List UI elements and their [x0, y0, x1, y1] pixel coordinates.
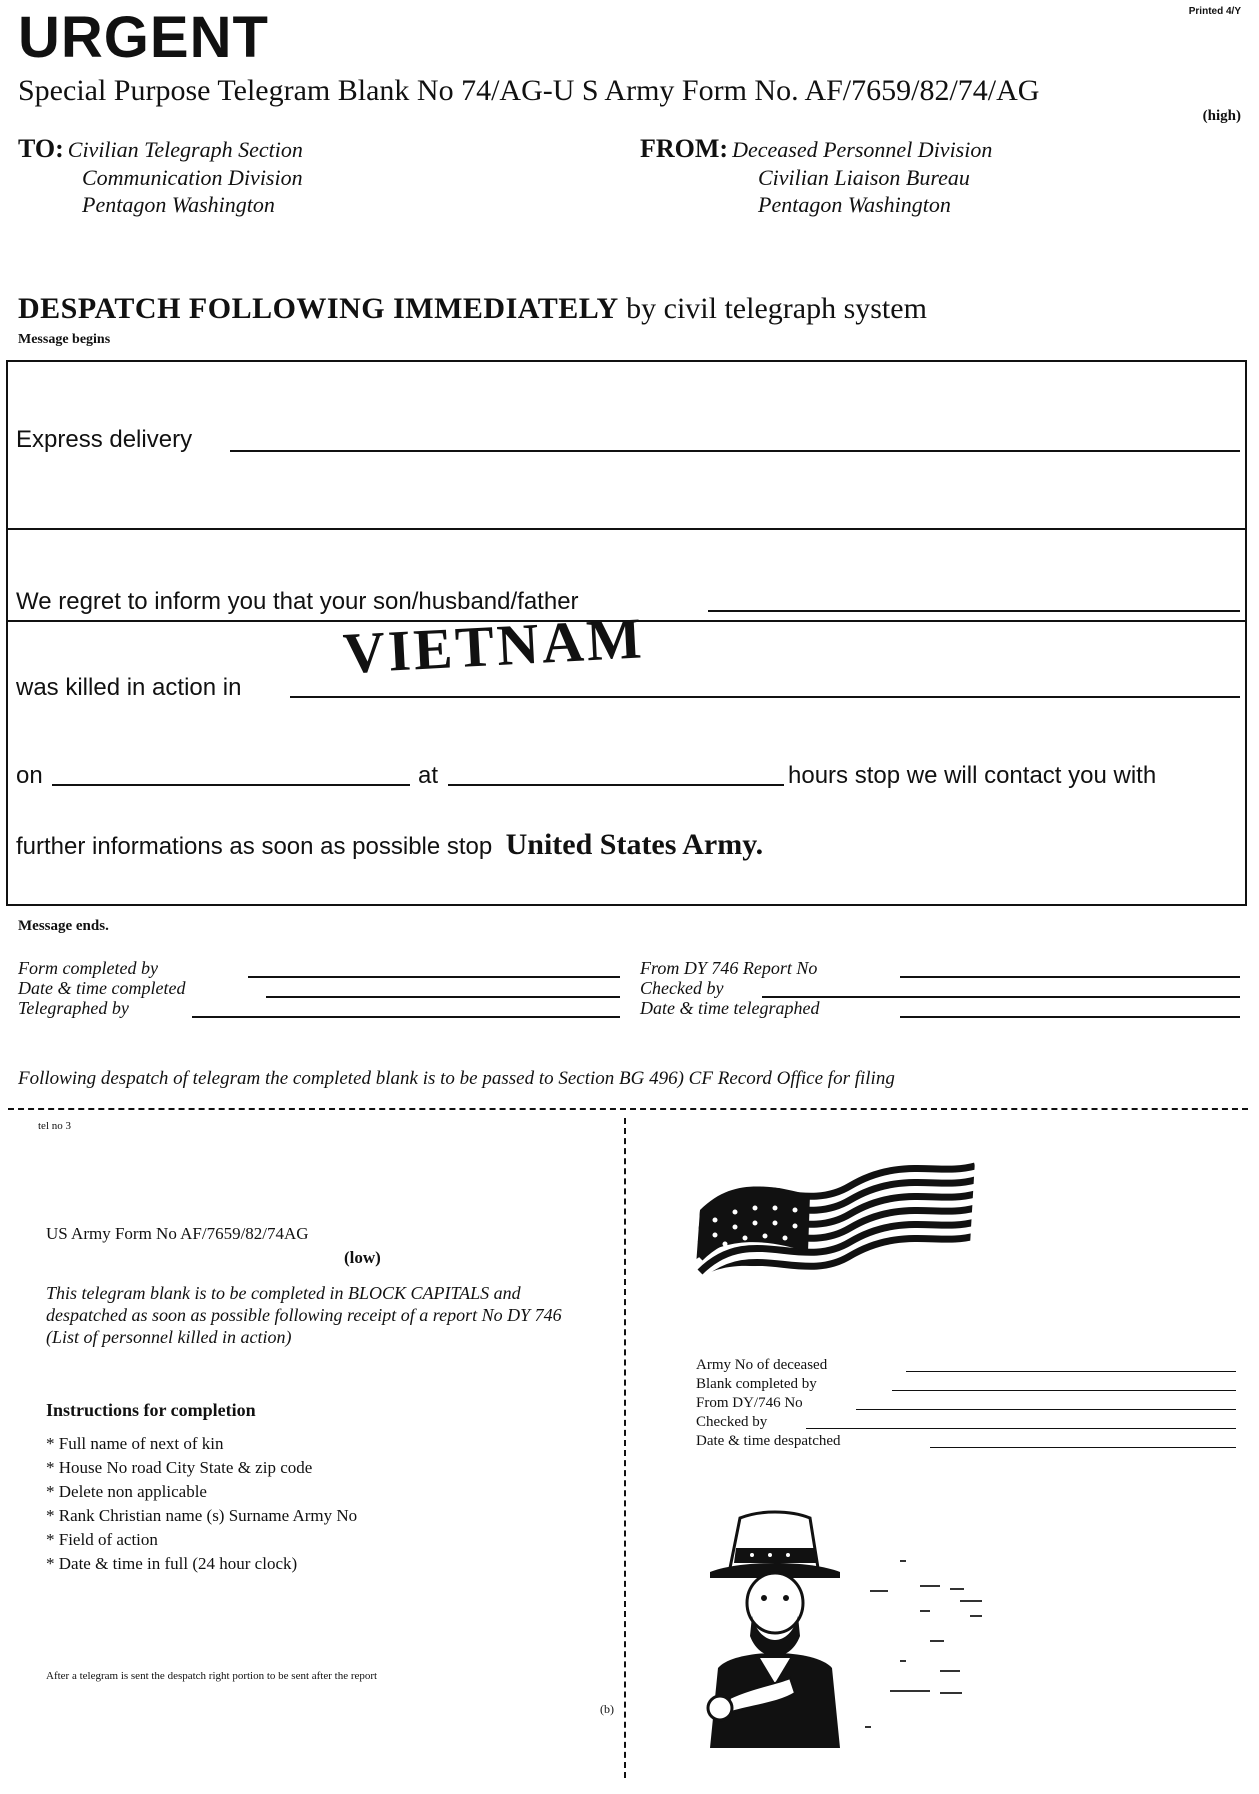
- telegraphed-by-label: Telegraphed by: [18, 998, 129, 1018]
- from-label: FROM:: [640, 134, 729, 163]
- at-label: at: [418, 762, 439, 789]
- record-field: [696, 1375, 1246, 1394]
- from-dy-label: From DY 746 Report No: [640, 958, 818, 978]
- divider: [8, 528, 1245, 530]
- date-time-completed-line[interactable]: [266, 996, 620, 998]
- express-label: Express delivery: [16, 426, 193, 453]
- telegraphed-by-line[interactable]: [192, 1016, 620, 1018]
- from-dy-line[interactable]: [900, 976, 1240, 978]
- instructions-list: [46, 1432, 357, 1576]
- despatch-rest: by civil telegraph system: [618, 292, 927, 325]
- form-subtitle: Special Purpose Telegram Blank No 74/AG-U S Army Form No. AF/7659/82/74/AG: [18, 74, 1040, 107]
- express-line[interactable]: [230, 450, 1240, 452]
- from-line-1: Deceased Personnel Division: [732, 137, 993, 162]
- despatch-bold: DESPATCH FOLLOWING IMMEDIATELY: [18, 292, 619, 325]
- stub-divider: [624, 1118, 626, 1778]
- killed-line[interactable]: [290, 696, 1240, 698]
- stub-form-number: US Army Form No AF/7659/82/74AG: [46, 1224, 309, 1243]
- record-field-label: Blank completed by: [696, 1376, 817, 1392]
- stub-small-text: tel no 3: [38, 1120, 71, 1132]
- filing-instruction: Following despatch of telegram the completed blank is to be passed to Section BG 496) CF Record Office for filing: [18, 1068, 895, 1089]
- form-completed-line[interactable]: [248, 976, 620, 978]
- vietnam-stamp: VIETNAM: [341, 605, 646, 687]
- record-field-label: From DY/746 No: [696, 1395, 803, 1411]
- date-time-telegraphed-label: Date & time telegraphed: [640, 998, 820, 1018]
- instruction-item: * Field of action: [46, 1530, 158, 1549]
- instructions-title: Instructions for completion: [46, 1400, 256, 1420]
- american-flag-icon: [690, 1140, 980, 1290]
- faded-text-specks: [860, 1540, 1060, 1740]
- message-begins-label: Message begins: [18, 332, 111, 347]
- from-line-2: Civilian Liaison Bureau: [758, 165, 970, 190]
- to-label: TO:: [18, 134, 64, 163]
- stub-ref: (b): [600, 1702, 614, 1716]
- record-field-line[interactable]: [892, 1390, 1236, 1391]
- record-field: [696, 1413, 1246, 1432]
- instruction-item: * Full name of next of kin: [46, 1434, 224, 1453]
- instruction-item: * House No road City State & zip code: [46, 1458, 313, 1477]
- urgent-heading: URGENT: [18, 5, 269, 70]
- record-field-line[interactable]: [930, 1447, 1236, 1448]
- further-label: further informations as soon as possible stop: [16, 833, 493, 860]
- date-time-completed-label: Date & time completed: [18, 978, 186, 998]
- record-field: [696, 1356, 1246, 1375]
- message-ends-label: Message ends.: [18, 918, 109, 934]
- record-field-label: Date & time despatched: [696, 1433, 841, 1449]
- to-line-1: Civilian Telegraph Section: [67, 137, 303, 162]
- record-field-label: Army No of deceased: [696, 1357, 828, 1373]
- regret-label: We regret to inform you that your son/husband/father: [16, 588, 579, 615]
- form-completed-label: Form completed by: [18, 958, 158, 978]
- high-label: (high): [1202, 108, 1241, 124]
- printed-note: Printed 4/Y: [1188, 6, 1241, 17]
- at-time-line[interactable]: [448, 784, 784, 786]
- to-address: [18, 134, 303, 218]
- checked-by-label: Checked by: [640, 978, 724, 998]
- stub-footer-text: After a telegram is sent the despatch right portion to be sent after the report: [46, 1670, 378, 1682]
- instruction-item: * Delete non applicable: [46, 1482, 207, 1501]
- to-line-2: Communication Division: [82, 165, 303, 190]
- checked-by-line[interactable]: [762, 996, 1240, 998]
- record-field: [696, 1432, 1246, 1451]
- record-field-line[interactable]: [906, 1371, 1236, 1372]
- hours-text: hours stop we will contact you with: [788, 762, 1157, 789]
- regret-line[interactable]: [708, 610, 1240, 612]
- on-date-line[interactable]: [52, 784, 410, 786]
- date-time-telegraphed-line[interactable]: [900, 1016, 1240, 1018]
- uncle-sam-icon: [690, 1508, 860, 1748]
- despatch-heading: [18, 292, 927, 326]
- instruction-item: * Rank Christian name (s) Surname Army No: [46, 1506, 358, 1525]
- stub-paragraph: This telegram blank is to be completed in BLOCK CAPITALS and despatched as soon as possible following receipt of a report No DY 746 (List of personnel killed in action): [46, 1283, 562, 1347]
- to-line-3: Pentagon Washington: [82, 192, 275, 217]
- record-field-label: Checked by: [696, 1414, 768, 1430]
- from-line-3: Pentagon Washington: [758, 192, 951, 217]
- stub-low-label: (low): [344, 1248, 381, 1267]
- instruction-item: * Date & time in full (24 hour clock): [46, 1554, 298, 1573]
- on-label: on: [16, 762, 43, 789]
- from-address: [640, 134, 992, 218]
- cut-line: [8, 1108, 1248, 1110]
- record-fields: [696, 1356, 1246, 1451]
- record-field: [696, 1394, 1246, 1413]
- killed-label: was killed in action in: [16, 674, 242, 701]
- further-text: [16, 828, 763, 862]
- record-field-line[interactable]: [856, 1409, 1236, 1410]
- record-field-line[interactable]: [806, 1428, 1236, 1429]
- army-signature: United States Army.: [505, 828, 764, 861]
